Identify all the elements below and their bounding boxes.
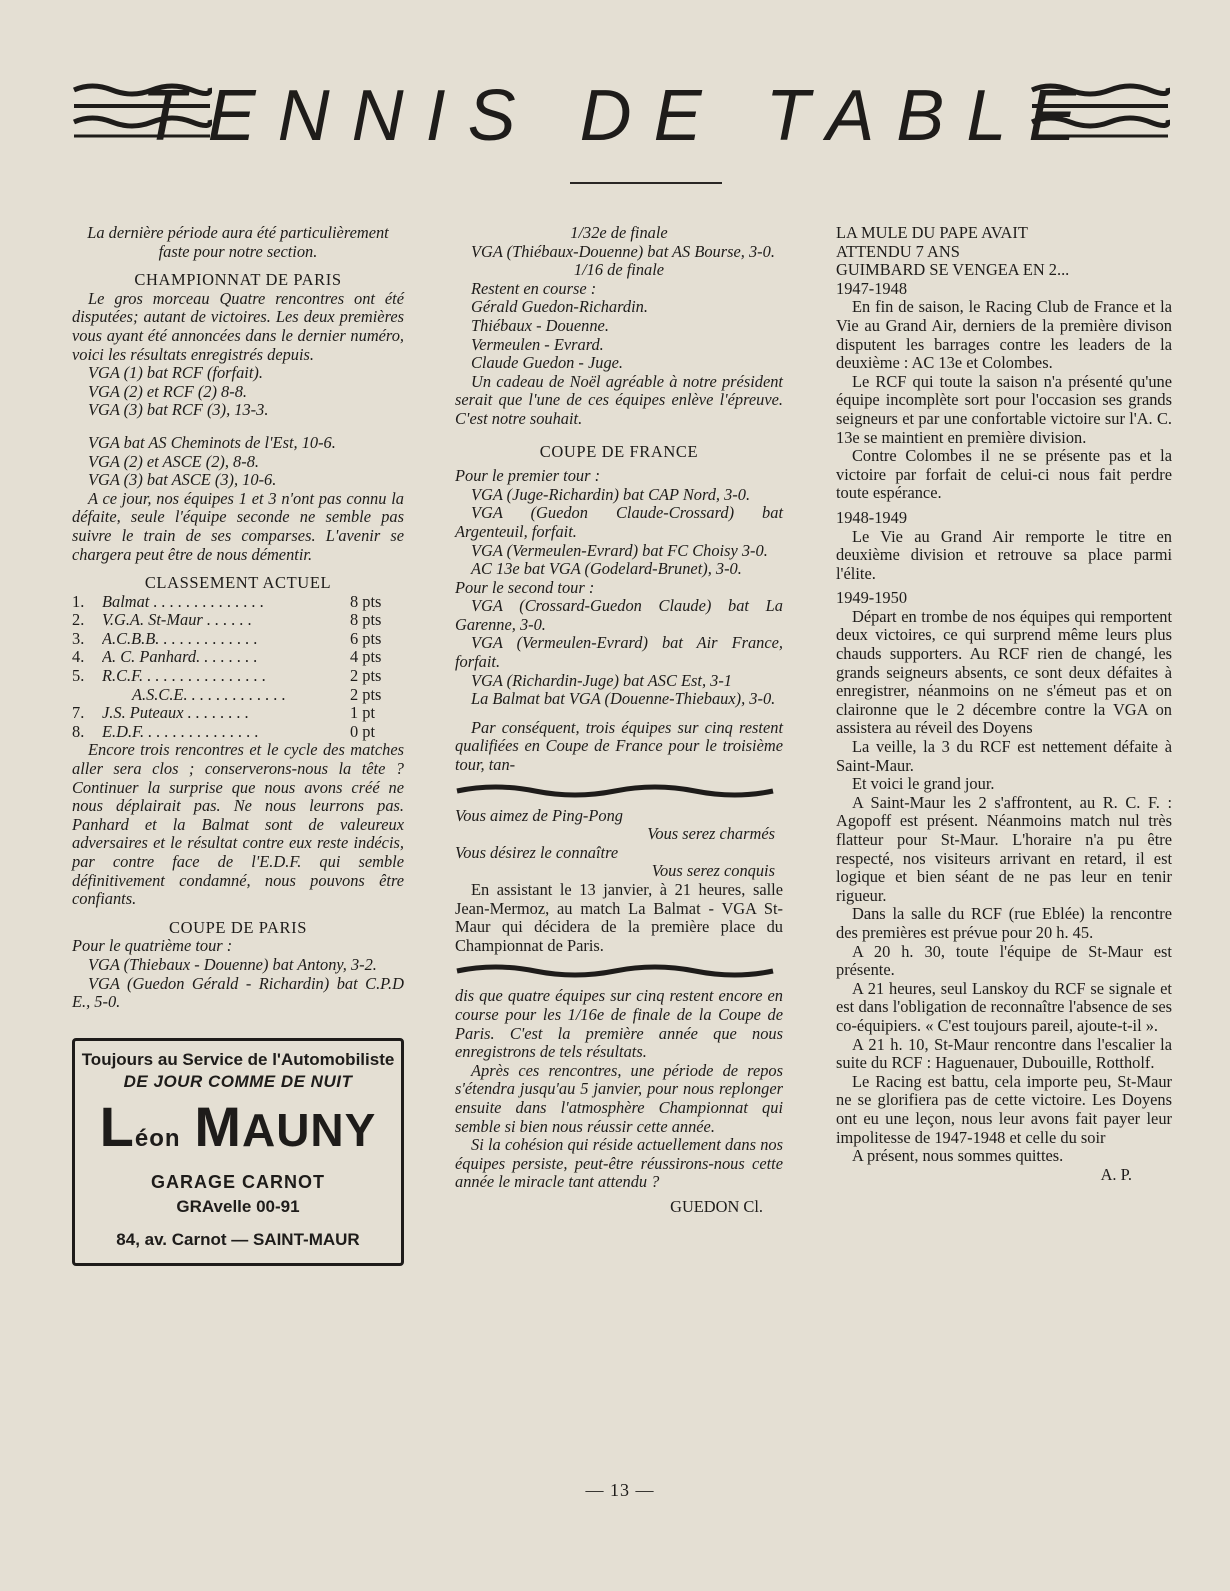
intro-text: La dernière période aura été particulièrement faste pour notre section. bbox=[87, 223, 389, 261]
year-heading: 1948-1949 bbox=[836, 507, 908, 527]
wave-ornament-right bbox=[1030, 78, 1170, 148]
result-line: VGA (3) bat ASCE (3), 10-6. bbox=[88, 470, 277, 490]
result-line: VGA (Juge-Richardin) bat CAP Nord, 3-0. bbox=[471, 484, 751, 504]
result-line: VGA (Richardin-Juge) bat ASC Est, 3-1 bbox=[471, 670, 732, 690]
table-row: 3. A.C.B.B. . . . . . . . . . . . . 6 pts bbox=[72, 628, 382, 648]
result-line: VGA bat AS Cheminots de l'Est, 10-6. bbox=[88, 432, 336, 452]
paragraph: Départ en trombe de nos équipes qui remportent deux victoires, ce qui surprend même leurs plus chauds supporters. Au RCF rien de changé, les grands seigneurs absents, ce sont deux défaites à enregistrer, néanmoins on ne s'émeut pas et on claironne que le 2 décembre contre la VGA on assistera au réveil des Doyens bbox=[836, 606, 1172, 738]
premier-tour: Pour le premier tour : bbox=[455, 466, 601, 486]
paragraph: Le Vie au Grand Air remporte le titre en deuxième division et retrouve sa place parmi l'élite. bbox=[836, 526, 1172, 583]
headline-line: LA MULE DU PAPE AVAIT bbox=[836, 223, 1028, 242]
year-heading: 1947-1948 bbox=[836, 278, 908, 298]
classement-table bbox=[72, 593, 404, 742]
wave-divider bbox=[455, 961, 775, 981]
paragraph: Et voici le grand jour. bbox=[852, 774, 995, 794]
paragraph: A Saint-Maur les 2 s'affrontent, au R. C. F. : Agopoff est présent. Néanmoins match nul très flatteur pour St-Maur. L'horaire n'a pu être respecté, nos visiteurs arrivant en retard, il est logique et bien séant de ne pas leur en tenir rigueur. bbox=[836, 792, 1172, 905]
ad-subtagline: DE JOUR COMME DE NUIT bbox=[123, 1071, 353, 1091]
paragraph: Le RCF qui toute la saison n'a présenté qu'une équipe incomplète sort pour l'occasion ses grands seigneurs et par une confortable victoire sur l'A. C. 13e se maintient en première division. bbox=[836, 371, 1172, 447]
result-line: VGA (Thiébaux-Douenne) bat AS Bourse, 3-0. bbox=[471, 241, 775, 261]
table-row: 5. R.C.F. . . . . . . . . . . . . . . . 2 pts bbox=[72, 666, 382, 686]
wave-divider bbox=[455, 781, 775, 801]
paragraph: A 21 heures, seul Lanskoy du RCF se signale et est dans l'obligation de reconnaître l'absence de ses co-équipiers. « C'est toujours pareil, ajoute-t-il ». bbox=[836, 978, 1172, 1035]
cohesion-text: Si la cohésion qui réside actuellement dans nos équipes persiste, peut-être réussirons-nous cette année le miracle tant attendu ? bbox=[455, 1135, 783, 1192]
apres-text: Après ces rencontres, une période de repos s'étendra jusqu'au 5 janvier, pour nous replonger ensuite dans l'atmosphère Championnat qui semble si bien nous réussir cette année. bbox=[455, 1060, 783, 1136]
team-line: Thiébaux - Douenne. bbox=[471, 315, 609, 335]
cycle-text: Encore trois rencontres et le cycle des matches aller sera clos ; conserverons-nous la tête ? Continuer la surprise que nous avons créé ne nous déplairait pas. Ne nous leurrons pas. Panhard et la Balmat sont de valeureux adversaires et le résultat contre eux reste indécis, par contre face de l'E.D.F. qui semble définitivement condamné, nous pouvons être confiants. bbox=[72, 740, 404, 909]
paragraph: Dans la salle du RCF (rue Eblée) la rencontre des premières est prévue pour 20 h. 45. bbox=[836, 904, 1172, 942]
page-title: TENNIS DE TABLE bbox=[141, 76, 1099, 156]
advertisement-box bbox=[72, 1038, 404, 1266]
coupe-paris-intro: Pour le quatrième tour : bbox=[72, 936, 233, 956]
result-line: VGA (Thiebaux - Douenne) bat Antony, 3-2. bbox=[88, 954, 377, 974]
ad-phone: GRAvelle 00-91 bbox=[176, 1196, 300, 1216]
paragraph: La veille, la 3 du RCF est nettement défaite à Saint-Maur. bbox=[836, 737, 1172, 775]
paragraph: A présent, nous sommes quittes. bbox=[852, 1146, 1064, 1166]
coupe-paris-heading: COUPE DE PARIS bbox=[169, 917, 307, 937]
team-line: Claude Guedon - Juge. bbox=[471, 353, 624, 373]
column-1 bbox=[72, 224, 404, 1266]
consequent-text: Par conséquent, trois équipes sur cinq restent qualifiées en Coupe de France pour le troisième tour, tan- bbox=[455, 717, 783, 775]
title-banner bbox=[70, 70, 1170, 170]
poem-line: Vous serez charmés bbox=[647, 824, 775, 844]
avenir-text: A ce jour, nos équipes 1 et 3 n'ont pas connu la défaite, seule l'équipe seconde ne semble pas suivre le train de ses comparses. L'avenir se chargera peut être de nous démentir. bbox=[72, 488, 404, 564]
headline-line: GUIMBARD SE VENGEA EN 2... bbox=[836, 260, 1070, 280]
team-line: Vermeulen - Evrard. bbox=[471, 334, 604, 354]
paragraph: En fin de saison, le Racing Club de France et la Vie au Grand Air, derniers de la première divison disputent les barrages contre les leaders de la deuxième : AC 13e et Colombes. bbox=[836, 297, 1172, 373]
coupe-france-heading: COUPE DE FRANCE bbox=[539, 441, 699, 461]
championnat-text: Le gros morceau Quatre rencontres ont été disputées; autant de victoires. Les deux premières vous ayant été annoncées dans le dernier numéro, voici les résultats enregistrés depuis. bbox=[72, 288, 404, 364]
result-line: VGA (Guedon Gérald - Richardin) bat C.P.D E., 5-0. bbox=[72, 973, 404, 1012]
ad-logo: Léon MAUNY bbox=[99, 1094, 377, 1158]
signature: GUEDON Cl. bbox=[670, 1196, 763, 1216]
poem-line: Vous aimez de Ping-Pong bbox=[455, 805, 623, 825]
finale32-heading: 1/32e de finale bbox=[570, 223, 668, 242]
finale16-heading: 1/16 de finale bbox=[573, 260, 665, 280]
year-heading: 1949-1950 bbox=[836, 588, 908, 608]
dis-que-text: dis que quatre équipes sur cinq restent encore en course pour les 1/16e de finale de la Coupe de Paris. C'est la première année que nous enregistrons de tels résultats. bbox=[455, 986, 783, 1062]
paragraph: A 20 h. 30, toute l'équipe de St-Maur est présente. bbox=[836, 941, 1172, 980]
table-row: 2. V.G.A. St-Maur . . . . . . 8 pts bbox=[72, 610, 382, 630]
table-row: 1. Balmat . . . . . . . . . . . . . . 8 pts bbox=[72, 591, 382, 611]
table-row: A.S.C.E. . . . . . . . . . . . . 2 pts bbox=[132, 684, 382, 704]
paragraph: Contre Colombes il ne se présente pas et la victoire par forfait de celui-ci nous fait perdre toute espérance. bbox=[836, 446, 1172, 503]
ad-tagline: Toujours au Service de l'Automobiliste bbox=[81, 1049, 395, 1069]
table-row: 4. A. C. Panhard. . . . . . . . 4 pts bbox=[72, 647, 382, 667]
cadeau-text: Un cadeau de Noël agréable à notre président serait que l'une de ces équipes enlève l'épreuve. C'est notre souhait. bbox=[455, 371, 783, 428]
result-line: VGA (3) bat RCF (3), 13-3. bbox=[88, 400, 269, 420]
classement-heading: CLASSEMENT ACTUEL bbox=[144, 573, 332, 593]
ad-garage: GARAGE CARNOT bbox=[151, 1171, 325, 1192]
result-line: VGA (2) et RCF (2) 8-8. bbox=[88, 381, 248, 401]
result-line: AC 13e bat VGA (Godelard-Brunet), 3-0. bbox=[471, 559, 742, 579]
result-line: VGA (1) bat RCF (forfait). bbox=[88, 363, 263, 383]
headline-line: ATTENDU 7 ANS bbox=[836, 241, 960, 261]
result-line: VGA (Vermeulen-Evrard) bat FC Choisy 3-0. bbox=[471, 540, 768, 560]
table-row: 8. E.D.F. . . . . . . . . . . . . . . 0 pt bbox=[72, 721, 376, 741]
poem-line: Vous désirez le connaître bbox=[455, 842, 619, 862]
poem-line: Vous serez conquis bbox=[651, 861, 775, 881]
column-2 bbox=[455, 224, 783, 1217]
second-tour: Pour le second tour : bbox=[455, 577, 595, 597]
result-line: VGA (Crossard-Guedon Claude) bat La Garenne, 3-0. bbox=[455, 596, 783, 634]
result-line: VGA (Guedon Claude-Crossard) bat Argenteuil, forfait. bbox=[455, 503, 783, 541]
table-row: 7. J.S. Puteaux . . . . . . . . 1 pt bbox=[72, 703, 376, 723]
ad-address: 84, av. Carnot — SAINT-MAUR bbox=[116, 1229, 360, 1249]
title-rule bbox=[570, 182, 722, 184]
paragraph: Le Racing est battu, cela importe peu, St-Maur ne se glorifiera pas de cette victoire. Les Doyens ont eu une leçon, nous leur avons fait payer leur impolitesse de 1947-1948 et celle du soir bbox=[836, 1071, 1172, 1147]
paragraph: A 21 h. 10, St-Maur rencontre dans l'escalier la suite du RCF : Haguenauer, Dubouille, Rottholf. bbox=[836, 1034, 1172, 1073]
result-line: La Balmat bat VGA (Douenne-Thiebaux), 3-0. bbox=[471, 689, 776, 709]
annonce-text: En assistant le 13 janvier, à 21 heures, salle Jean-Mermoz, au match La Balmat - VGA St-Maur qui décidera de la première place du Championnat de Paris. bbox=[455, 880, 783, 955]
signature: A. P. bbox=[1100, 1164, 1132, 1184]
championnat-heading: CHAMPIONNAT DE PARIS bbox=[134, 270, 342, 290]
result-line: VGA (2) et ASCE (2), 8-8. bbox=[88, 451, 260, 471]
page-number: — 13 — bbox=[585, 1480, 655, 1500]
team-line: Gérald Guedon-Richardin. bbox=[471, 297, 648, 317]
restent-text: Restent en course : bbox=[471, 278, 597, 298]
result-line: VGA (Vermeulen-Evrard) bat Air France, forfait. bbox=[455, 633, 783, 672]
column-3 bbox=[836, 224, 1172, 1184]
